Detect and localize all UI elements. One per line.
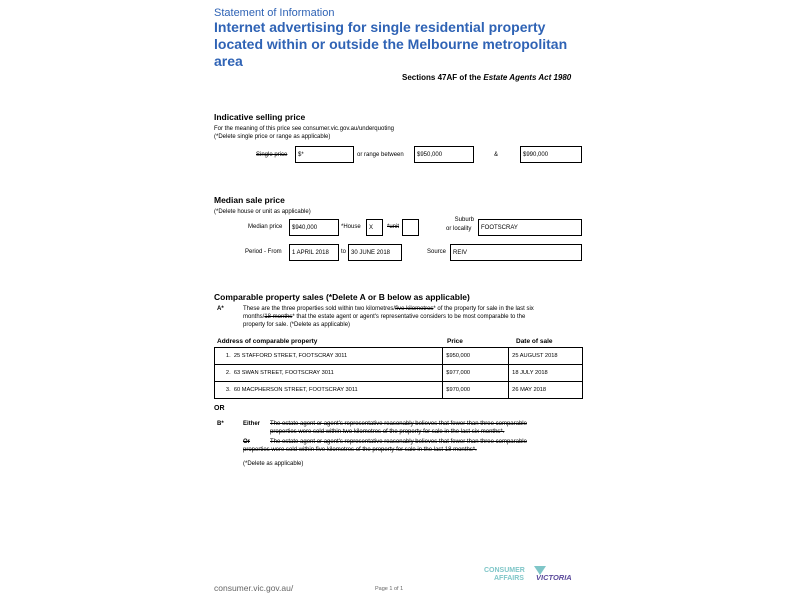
or-label: Or bbox=[243, 439, 251, 445]
indicative-note-2: (*Delete single price or range as applicable) bbox=[214, 134, 331, 140]
period-from-field[interactable]: 1 APRIL 2018 bbox=[289, 244, 339, 261]
median-note: (*Delete house or unit as applicable) bbox=[214, 209, 311, 215]
option-b-marker: B* bbox=[217, 421, 224, 427]
suburb-field[interactable]: FOOTSCRAY bbox=[478, 219, 582, 236]
source-field[interactable]: REIV bbox=[450, 244, 582, 261]
range-high-field[interactable]: $990,000 bbox=[520, 146, 582, 163]
unit-label: *unit bbox=[387, 224, 400, 230]
median-heading: Median sale price bbox=[214, 195, 285, 205]
date-cell: 18 JULY 2018 bbox=[509, 365, 583, 382]
consumer-affairs-victoria-logo bbox=[484, 561, 594, 591]
row-number: 2. bbox=[225, 370, 231, 376]
indicative-heading: Indicative selling price bbox=[214, 112, 306, 122]
sections-reference bbox=[402, 73, 571, 82]
price-cell: $970,000 bbox=[443, 382, 509, 399]
comparable-heading: Comparable property sales (*Delete A or B below as applicable) bbox=[214, 292, 470, 302]
or-separator: OR bbox=[214, 405, 225, 412]
period-to-label: to bbox=[341, 249, 347, 255]
col-price-header: Price bbox=[447, 338, 463, 345]
sections-prefix: Sections 47AF of the bbox=[402, 73, 484, 82]
table-row bbox=[215, 382, 583, 399]
a-text-5: property for sale. (*Delete as applicable) bbox=[243, 322, 351, 328]
median-price-field[interactable]: $940,000 bbox=[289, 219, 339, 236]
date-cell: 25 AUGUST 2018 bbox=[509, 348, 583, 365]
option-a-marker: A* bbox=[217, 306, 224, 312]
option-a-text bbox=[243, 305, 588, 329]
a-text-3: months/ bbox=[243, 314, 265, 320]
source-label: Source bbox=[427, 249, 447, 255]
or-text-1: The estate agent or agent's representative reasonably believes that fewer than three comparable bbox=[270, 439, 527, 445]
row-address: 25 STAFFORD STREET, FOOTSCRAY 3011 bbox=[233, 353, 348, 359]
range-low-field[interactable]: $950,000 bbox=[414, 146, 474, 163]
price-cell: $977,000 bbox=[443, 365, 509, 382]
table-row bbox=[215, 365, 583, 382]
col-date-header: Date of sale bbox=[516, 338, 553, 345]
document-title: Internet advertising for single residential property located within or outside the Melbourne metropolitan area bbox=[214, 19, 568, 69]
house-field[interactable]: X bbox=[366, 219, 383, 236]
date-cell: 26 MAY 2018 bbox=[509, 382, 583, 399]
footer-url: consumer.vic.gov.au/ bbox=[214, 583, 294, 593]
period-label: Period - From bbox=[245, 249, 282, 255]
single-price-label: Single price bbox=[256, 152, 288, 158]
a-strike-1: five kilometres bbox=[395, 306, 434, 312]
comparable-sales-table bbox=[214, 347, 583, 399]
document-subtitle: Statement of Information bbox=[214, 7, 335, 19]
row-address: 60 MACPHERSON STREET, FOOTSCRAY 3011 bbox=[233, 387, 358, 393]
row-address: 63 SWAN STREET, FOOTSCRAY 3011 bbox=[233, 370, 334, 376]
col-address-header: Address of comparable property bbox=[217, 338, 318, 345]
house-label: *House bbox=[341, 224, 361, 230]
median-price-label: Median price bbox=[248, 224, 283, 230]
period-to-field[interactable]: 30 JUNE 2018 bbox=[348, 244, 402, 261]
suburb-label-1: Suburb bbox=[454, 217, 474, 223]
row-number: 3. bbox=[225, 387, 231, 393]
a-text-4: * that the estate agent or agent's representative considers to be most comparable to the bbox=[292, 314, 526, 320]
either-text-1: The estate agent or agent's representative reasonably believes that fewer than three comparable bbox=[270, 421, 527, 427]
range-label: or range between bbox=[357, 152, 404, 158]
single-price-field[interactable]: $* bbox=[295, 146, 354, 163]
either-label: Either bbox=[243, 421, 261, 427]
page-number: Page 1 of 1 bbox=[375, 586, 404, 592]
act-name: Estate Agents Act 1980 bbox=[483, 73, 572, 82]
address-cell bbox=[215, 382, 443, 399]
a-text-2: * of the property for sale in the last six bbox=[433, 306, 534, 312]
address-cell bbox=[215, 365, 443, 382]
or-text-2: properties were sold within five kilometres of the property for sale in the last 18 months*. bbox=[243, 447, 477, 453]
row-number: 1. bbox=[225, 353, 231, 359]
either-text-2: properties were sold within two kilometres of the property for sale in the last six months*. bbox=[270, 429, 505, 435]
range-amp: & bbox=[494, 152, 499, 158]
price-cell: $950,000 bbox=[443, 348, 509, 365]
a-strike-2: 18 months bbox=[264, 314, 293, 320]
address-cell bbox=[215, 348, 443, 365]
table-row bbox=[215, 348, 583, 365]
a-text-1: These are the three properties sold within two kilometres/ bbox=[243, 306, 396, 312]
logo-line-2: AFFAIRS bbox=[494, 575, 524, 582]
suburb-label-2: or locality bbox=[446, 226, 472, 232]
logo-line-3: VICTORIA bbox=[536, 573, 572, 582]
option-b-note: (*Delete as applicable) bbox=[243, 461, 304, 467]
logo-line-1: CONSUMER bbox=[484, 567, 525, 574]
unit-field[interactable] bbox=[402, 219, 419, 236]
indicative-note-1: For the meaning of this price see consumer.vic.gov.au/underquoting bbox=[214, 126, 394, 132]
